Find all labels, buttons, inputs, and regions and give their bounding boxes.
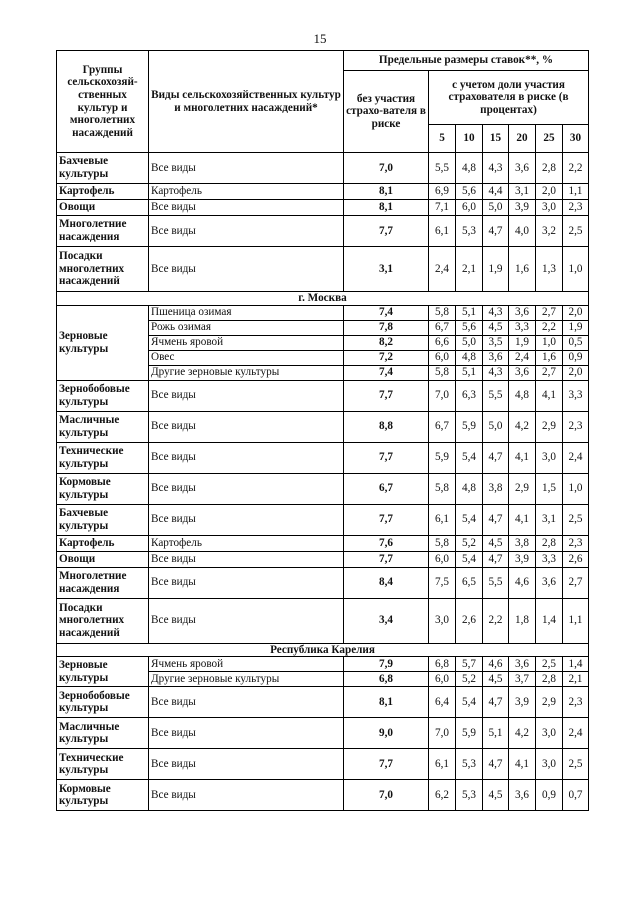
rate-with-share: 4,1	[509, 442, 536, 473]
crop-type: Все виды	[149, 380, 344, 411]
page-number: 15	[313, 31, 327, 46]
header-without-share: без участия страхо-вателя в риске	[344, 71, 429, 153]
crop-type: Другие зерновые культуры	[149, 672, 344, 687]
rate-without-share: 7,2	[344, 350, 429, 365]
rate-with-share: 4,8	[509, 380, 536, 411]
rate-without-share: 7,7	[344, 380, 429, 411]
table-row	[57, 305, 589, 320]
rate-without-share: 7,0	[344, 780, 429, 811]
rate-with-share: 2,5	[563, 504, 589, 535]
rate-with-share: 4,1	[509, 749, 536, 780]
table-row	[57, 473, 589, 504]
rate-with-share: 1,4	[536, 598, 563, 643]
crop-type: Картофель	[149, 535, 344, 551]
rate-without-share: 7,7	[344, 216, 429, 247]
crop-type: Все виды	[149, 200, 344, 216]
rate-with-share: 3,1	[536, 504, 563, 535]
rate-with-share: 6,4	[429, 687, 456, 718]
rate-with-share: 2,7	[536, 365, 563, 380]
table-row	[57, 687, 589, 718]
rate-with-share: 1,6	[536, 350, 563, 365]
rate-with-share: 6,9	[429, 184, 456, 200]
table-row	[57, 598, 589, 643]
rate-with-share: 2,7	[563, 567, 589, 598]
table-row	[57, 184, 589, 200]
rate-with-share: 1,8	[509, 598, 536, 643]
rate-with-share: 3,6	[509, 657, 536, 672]
crop-group-name: Бахчевые культуры	[57, 504, 149, 535]
rate-with-share: 3,9	[509, 200, 536, 216]
rate-with-share: 3,6	[509, 153, 536, 184]
header-share-25: 25	[536, 125, 563, 153]
rate-with-share: 2,5	[563, 216, 589, 247]
table-row	[57, 749, 589, 780]
rate-with-share: 5,9	[456, 411, 483, 442]
rate-without-share: 8,8	[344, 411, 429, 442]
rate-with-share: 4,6	[509, 567, 536, 598]
rate-with-share: 4,8	[456, 350, 483, 365]
rate-with-share: 3,6	[509, 305, 536, 320]
table-row	[57, 535, 589, 551]
rate-with-share: 2,8	[536, 153, 563, 184]
rate-with-share: 5,3	[456, 749, 483, 780]
rate-without-share: 8,1	[344, 184, 429, 200]
crop-group-name: Овощи	[57, 551, 149, 567]
rate-without-share: 7,6	[344, 535, 429, 551]
rate-with-share: 2,8	[536, 535, 563, 551]
crop-group-name: Масличные культуры	[57, 718, 149, 749]
rate-with-share: 2,8	[536, 672, 563, 687]
rate-with-share: 1,1	[563, 598, 589, 643]
rate-with-share: 5,7	[456, 657, 483, 672]
crop-type: Все виды	[149, 504, 344, 535]
header-share-20: 20	[509, 125, 536, 153]
rate-with-share: 5,3	[456, 216, 483, 247]
rate-with-share: 6,7	[429, 411, 456, 442]
rate-with-share: 7,5	[429, 567, 456, 598]
rate-with-share: 2,9	[536, 687, 563, 718]
header-limits: Предельные размеры ставок**, %	[344, 51, 589, 71]
header-with-share: с учетом доли участия страхователя в риске (в процентах)	[429, 71, 589, 125]
crop-type: Все виды	[149, 473, 344, 504]
rate-with-share: 2,2	[483, 598, 509, 643]
crop-type: Ячмень яровой	[149, 657, 344, 672]
rate-with-share: 3,7	[509, 672, 536, 687]
crop-group-name: Технические культуры	[57, 749, 149, 780]
rate-with-share: 3,9	[509, 687, 536, 718]
rate-with-share: 6,6	[429, 335, 456, 350]
rate-with-share: 1,1	[563, 184, 589, 200]
rate-with-share: 2,2	[563, 153, 589, 184]
crop-type: Все виды	[149, 598, 344, 643]
rate-without-share: 6,7	[344, 473, 429, 504]
rate-with-share: 3,8	[483, 473, 509, 504]
rate-with-share: 4,1	[509, 504, 536, 535]
crop-group-name: Картофель	[57, 535, 149, 551]
rate-with-share: 6,0	[456, 200, 483, 216]
crop-group-name: Овощи	[57, 200, 149, 216]
rate-with-share: 0,9	[536, 780, 563, 811]
crop-type: Все виды	[149, 780, 344, 811]
rate-with-share: 4,1	[536, 380, 563, 411]
rate-with-share: 3,8	[509, 535, 536, 551]
crop-group-name: Зернобобовые культуры	[57, 380, 149, 411]
rate-with-share: 0,9	[563, 350, 589, 365]
rate-without-share: 8,4	[344, 567, 429, 598]
header-share-30: 30	[563, 125, 589, 153]
rate-with-share: 4,3	[483, 365, 509, 380]
rate-with-share: 3,0	[536, 749, 563, 780]
rate-with-share: 2,3	[563, 200, 589, 216]
crop-group-name: Масличные культуры	[57, 411, 149, 442]
rate-with-share: 1,9	[509, 335, 536, 350]
rate-with-share: 5,0	[456, 335, 483, 350]
crop-type: Ячмень яровой	[149, 335, 344, 350]
rate-with-share: 5,3	[456, 780, 483, 811]
rate-with-share: 2,6	[563, 551, 589, 567]
rate-with-share: 3,6	[483, 350, 509, 365]
rate-with-share: 5,0	[483, 200, 509, 216]
crop-group-name: Бахчевые культуры	[57, 153, 149, 184]
crop-group-name: Зерновые культуры	[57, 657, 149, 687]
rate-with-share: 2,1	[456, 247, 483, 292]
table-row	[57, 153, 589, 184]
table-row	[57, 504, 589, 535]
rate-with-share: 4,3	[483, 153, 509, 184]
region-row	[57, 292, 589, 306]
rate-with-share: 7,0	[429, 718, 456, 749]
rate-with-share: 7,1	[429, 200, 456, 216]
rate-with-share: 2,0	[536, 184, 563, 200]
rate-with-share: 5,8	[429, 305, 456, 320]
crop-type: Все виды	[149, 567, 344, 598]
crop-group-name: Зерновые культуры	[57, 305, 149, 380]
rate-with-share: 2,7	[536, 305, 563, 320]
rate-without-share: 7,0	[344, 153, 429, 184]
rates-table	[56, 50, 589, 811]
crop-type: Все виды	[149, 551, 344, 567]
crop-group-name: Многолетние насаждения	[57, 567, 149, 598]
rate-with-share: 1,3	[536, 247, 563, 292]
crop-group-name: Кормовые культуры	[57, 473, 149, 504]
rate-with-share: 2,0	[563, 305, 589, 320]
rate-with-share: 2,9	[536, 411, 563, 442]
rate-with-share: 2,3	[563, 687, 589, 718]
rate-with-share: 5,2	[456, 672, 483, 687]
rate-with-share: 5,4	[456, 687, 483, 718]
rate-with-share: 4,5	[483, 780, 509, 811]
crop-type: Все виды	[149, 247, 344, 292]
rate-with-share: 4,5	[483, 535, 509, 551]
rate-with-share: 1,0	[563, 473, 589, 504]
rate-with-share: 5,2	[456, 535, 483, 551]
rate-with-share: 5,1	[456, 365, 483, 380]
region-title: г. Москва	[57, 292, 589, 306]
rate-with-share: 5,9	[429, 442, 456, 473]
rate-with-share: 3,3	[536, 551, 563, 567]
rate-with-share: 2,6	[456, 598, 483, 643]
rate-with-share: 6,0	[429, 672, 456, 687]
rate-with-share: 5,8	[429, 535, 456, 551]
crop-type: Другие зерновые культуры	[149, 365, 344, 380]
header-groups: Группы сельскохозяй-ственных культур и многолетних насаждений	[57, 51, 149, 153]
rate-with-share: 6,5	[456, 567, 483, 598]
rate-with-share: 4,7	[483, 687, 509, 718]
rate-with-share: 5,5	[483, 380, 509, 411]
table-row	[57, 551, 589, 567]
rate-without-share: 7,8	[344, 320, 429, 335]
rate-without-share: 7,4	[344, 365, 429, 380]
rate-without-share: 9,0	[344, 718, 429, 749]
rate-with-share: 2,1	[563, 672, 589, 687]
rate-with-share: 6,8	[429, 657, 456, 672]
rate-with-share: 2,4	[509, 350, 536, 365]
region-title: Республика Карелия	[57, 643, 589, 657]
rate-with-share: 5,6	[456, 320, 483, 335]
rate-without-share: 7,9	[344, 657, 429, 672]
rate-with-share: 4,3	[483, 305, 509, 320]
rate-with-share: 3,3	[509, 320, 536, 335]
crop-group-name: Кормовые культуры	[57, 780, 149, 811]
rate-with-share: 4,7	[483, 442, 509, 473]
crop-type: Все виды	[149, 687, 344, 718]
table-row	[57, 442, 589, 473]
rate-with-share: 2,0	[563, 365, 589, 380]
rate-with-share: 4,4	[483, 184, 509, 200]
rate-without-share: 8,1	[344, 687, 429, 718]
rate-with-share: 1,0	[536, 335, 563, 350]
rate-with-share: 1,0	[563, 247, 589, 292]
crop-type: Картофель	[149, 184, 344, 200]
rate-with-share: 2,4	[563, 442, 589, 473]
rate-with-share: 3,3	[563, 380, 589, 411]
crop-type: Рожь озимая	[149, 320, 344, 335]
header-share-10: 10	[456, 125, 483, 153]
rate-with-share: 4,7	[483, 749, 509, 780]
rate-without-share: 3,4	[344, 598, 429, 643]
rate-with-share: 3,6	[509, 780, 536, 811]
rate-with-share: 3,2	[536, 216, 563, 247]
rate-with-share: 3,0	[536, 200, 563, 216]
header-share-5: 5	[429, 125, 456, 153]
rate-with-share: 2,3	[563, 411, 589, 442]
table-row	[57, 247, 589, 292]
rate-with-share: 6,1	[429, 749, 456, 780]
rate-without-share: 7,7	[344, 749, 429, 780]
rate-with-share: 4,7	[483, 504, 509, 535]
rate-with-share: 5,5	[429, 153, 456, 184]
table-row	[57, 411, 589, 442]
rate-with-share: 6,0	[429, 350, 456, 365]
rate-with-share: 6,0	[429, 551, 456, 567]
table-row	[57, 780, 589, 811]
rate-without-share: 8,2	[344, 335, 429, 350]
crop-type: Все виды	[149, 153, 344, 184]
rate-with-share: 5,4	[456, 504, 483, 535]
region-row	[57, 643, 589, 657]
rate-with-share: 3,1	[509, 184, 536, 200]
crop-type: Все виды	[149, 216, 344, 247]
crop-group-name: Картофель	[57, 184, 149, 200]
rate-with-share: 4,5	[483, 672, 509, 687]
rate-with-share: 3,0	[536, 442, 563, 473]
table-row	[57, 567, 589, 598]
rate-with-share: 3,9	[509, 551, 536, 567]
rate-with-share: 4,2	[509, 718, 536, 749]
rate-with-share: 2,4	[563, 718, 589, 749]
crop-type: Все виды	[149, 749, 344, 780]
rate-with-share: 7,0	[429, 380, 456, 411]
rate-with-share: 4,7	[483, 216, 509, 247]
rate-with-share: 5,6	[456, 184, 483, 200]
rate-with-share: 5,1	[456, 305, 483, 320]
rate-with-share: 6,1	[429, 216, 456, 247]
rate-with-share: 2,9	[509, 473, 536, 504]
rate-with-share: 6,2	[429, 780, 456, 811]
crop-group-name: Многолетние насаждения	[57, 216, 149, 247]
rate-without-share: 7,7	[344, 551, 429, 567]
rate-with-share: 2,5	[536, 657, 563, 672]
rate-with-share: 5,5	[483, 567, 509, 598]
crop-group-name: Зернобобовые культуры	[57, 687, 149, 718]
rate-with-share: 4,7	[483, 551, 509, 567]
rate-with-share: 1,9	[483, 247, 509, 292]
crop-group-name: Посадки многолетних насаждений	[57, 598, 149, 643]
crop-type: Все виды	[149, 442, 344, 473]
rate-with-share: 6,1	[429, 504, 456, 535]
rate-with-share: 1,9	[563, 320, 589, 335]
rate-with-share: 5,4	[456, 551, 483, 567]
rate-with-share: 3,5	[483, 335, 509, 350]
header-crops: Виды сельскохозяйственных культур и многолетних насаждений*	[149, 51, 344, 153]
rate-with-share: 1,6	[509, 247, 536, 292]
rate-with-share: 0,5	[563, 335, 589, 350]
rate-with-share: 2,5	[563, 749, 589, 780]
rate-without-share: 7,7	[344, 504, 429, 535]
rate-without-share: 6,8	[344, 672, 429, 687]
rate-with-share: 4,0	[509, 216, 536, 247]
rate-with-share: 1,4	[563, 657, 589, 672]
rate-without-share: 8,1	[344, 200, 429, 216]
table-row	[57, 200, 589, 216]
header-share-15: 15	[483, 125, 509, 153]
rate-with-share: 5,8	[429, 365, 456, 380]
table-row	[57, 657, 589, 672]
rate-with-share: 3,0	[429, 598, 456, 643]
rate-with-share: 3,6	[509, 365, 536, 380]
crop-type: Все виды	[149, 718, 344, 749]
rate-with-share: 5,9	[456, 718, 483, 749]
crop-type: Пшеница озимая	[149, 305, 344, 320]
rate-with-share: 3,0	[536, 718, 563, 749]
rate-without-share: 7,7	[344, 442, 429, 473]
table-row	[57, 380, 589, 411]
rate-with-share: 3,6	[536, 567, 563, 598]
rate-with-share: 0,7	[563, 780, 589, 811]
rate-with-share: 4,8	[456, 153, 483, 184]
rate-with-share: 4,6	[483, 657, 509, 672]
rate-with-share: 2,3	[563, 535, 589, 551]
crop-type: Все виды	[149, 411, 344, 442]
rate-without-share: 7,4	[344, 305, 429, 320]
rate-with-share: 4,5	[483, 320, 509, 335]
rate-with-share: 2,2	[536, 320, 563, 335]
table-row	[57, 718, 589, 749]
rate-with-share: 5,0	[483, 411, 509, 442]
rate-with-share: 4,2	[509, 411, 536, 442]
rate-with-share: 6,7	[429, 320, 456, 335]
rate-without-share: 3,1	[344, 247, 429, 292]
rate-with-share: 5,8	[429, 473, 456, 504]
rate-with-share: 6,3	[456, 380, 483, 411]
rate-with-share: 4,8	[456, 473, 483, 504]
rate-with-share: 2,4	[429, 247, 456, 292]
crop-type: Овес	[149, 350, 344, 365]
crop-group-name: Посадки многолетних насаждений	[57, 247, 149, 292]
rate-with-share: 5,4	[456, 442, 483, 473]
table-row	[57, 216, 589, 247]
rate-with-share: 1,5	[536, 473, 563, 504]
rate-with-share: 5,1	[483, 718, 509, 749]
crop-group-name: Технические культуры	[57, 442, 149, 473]
